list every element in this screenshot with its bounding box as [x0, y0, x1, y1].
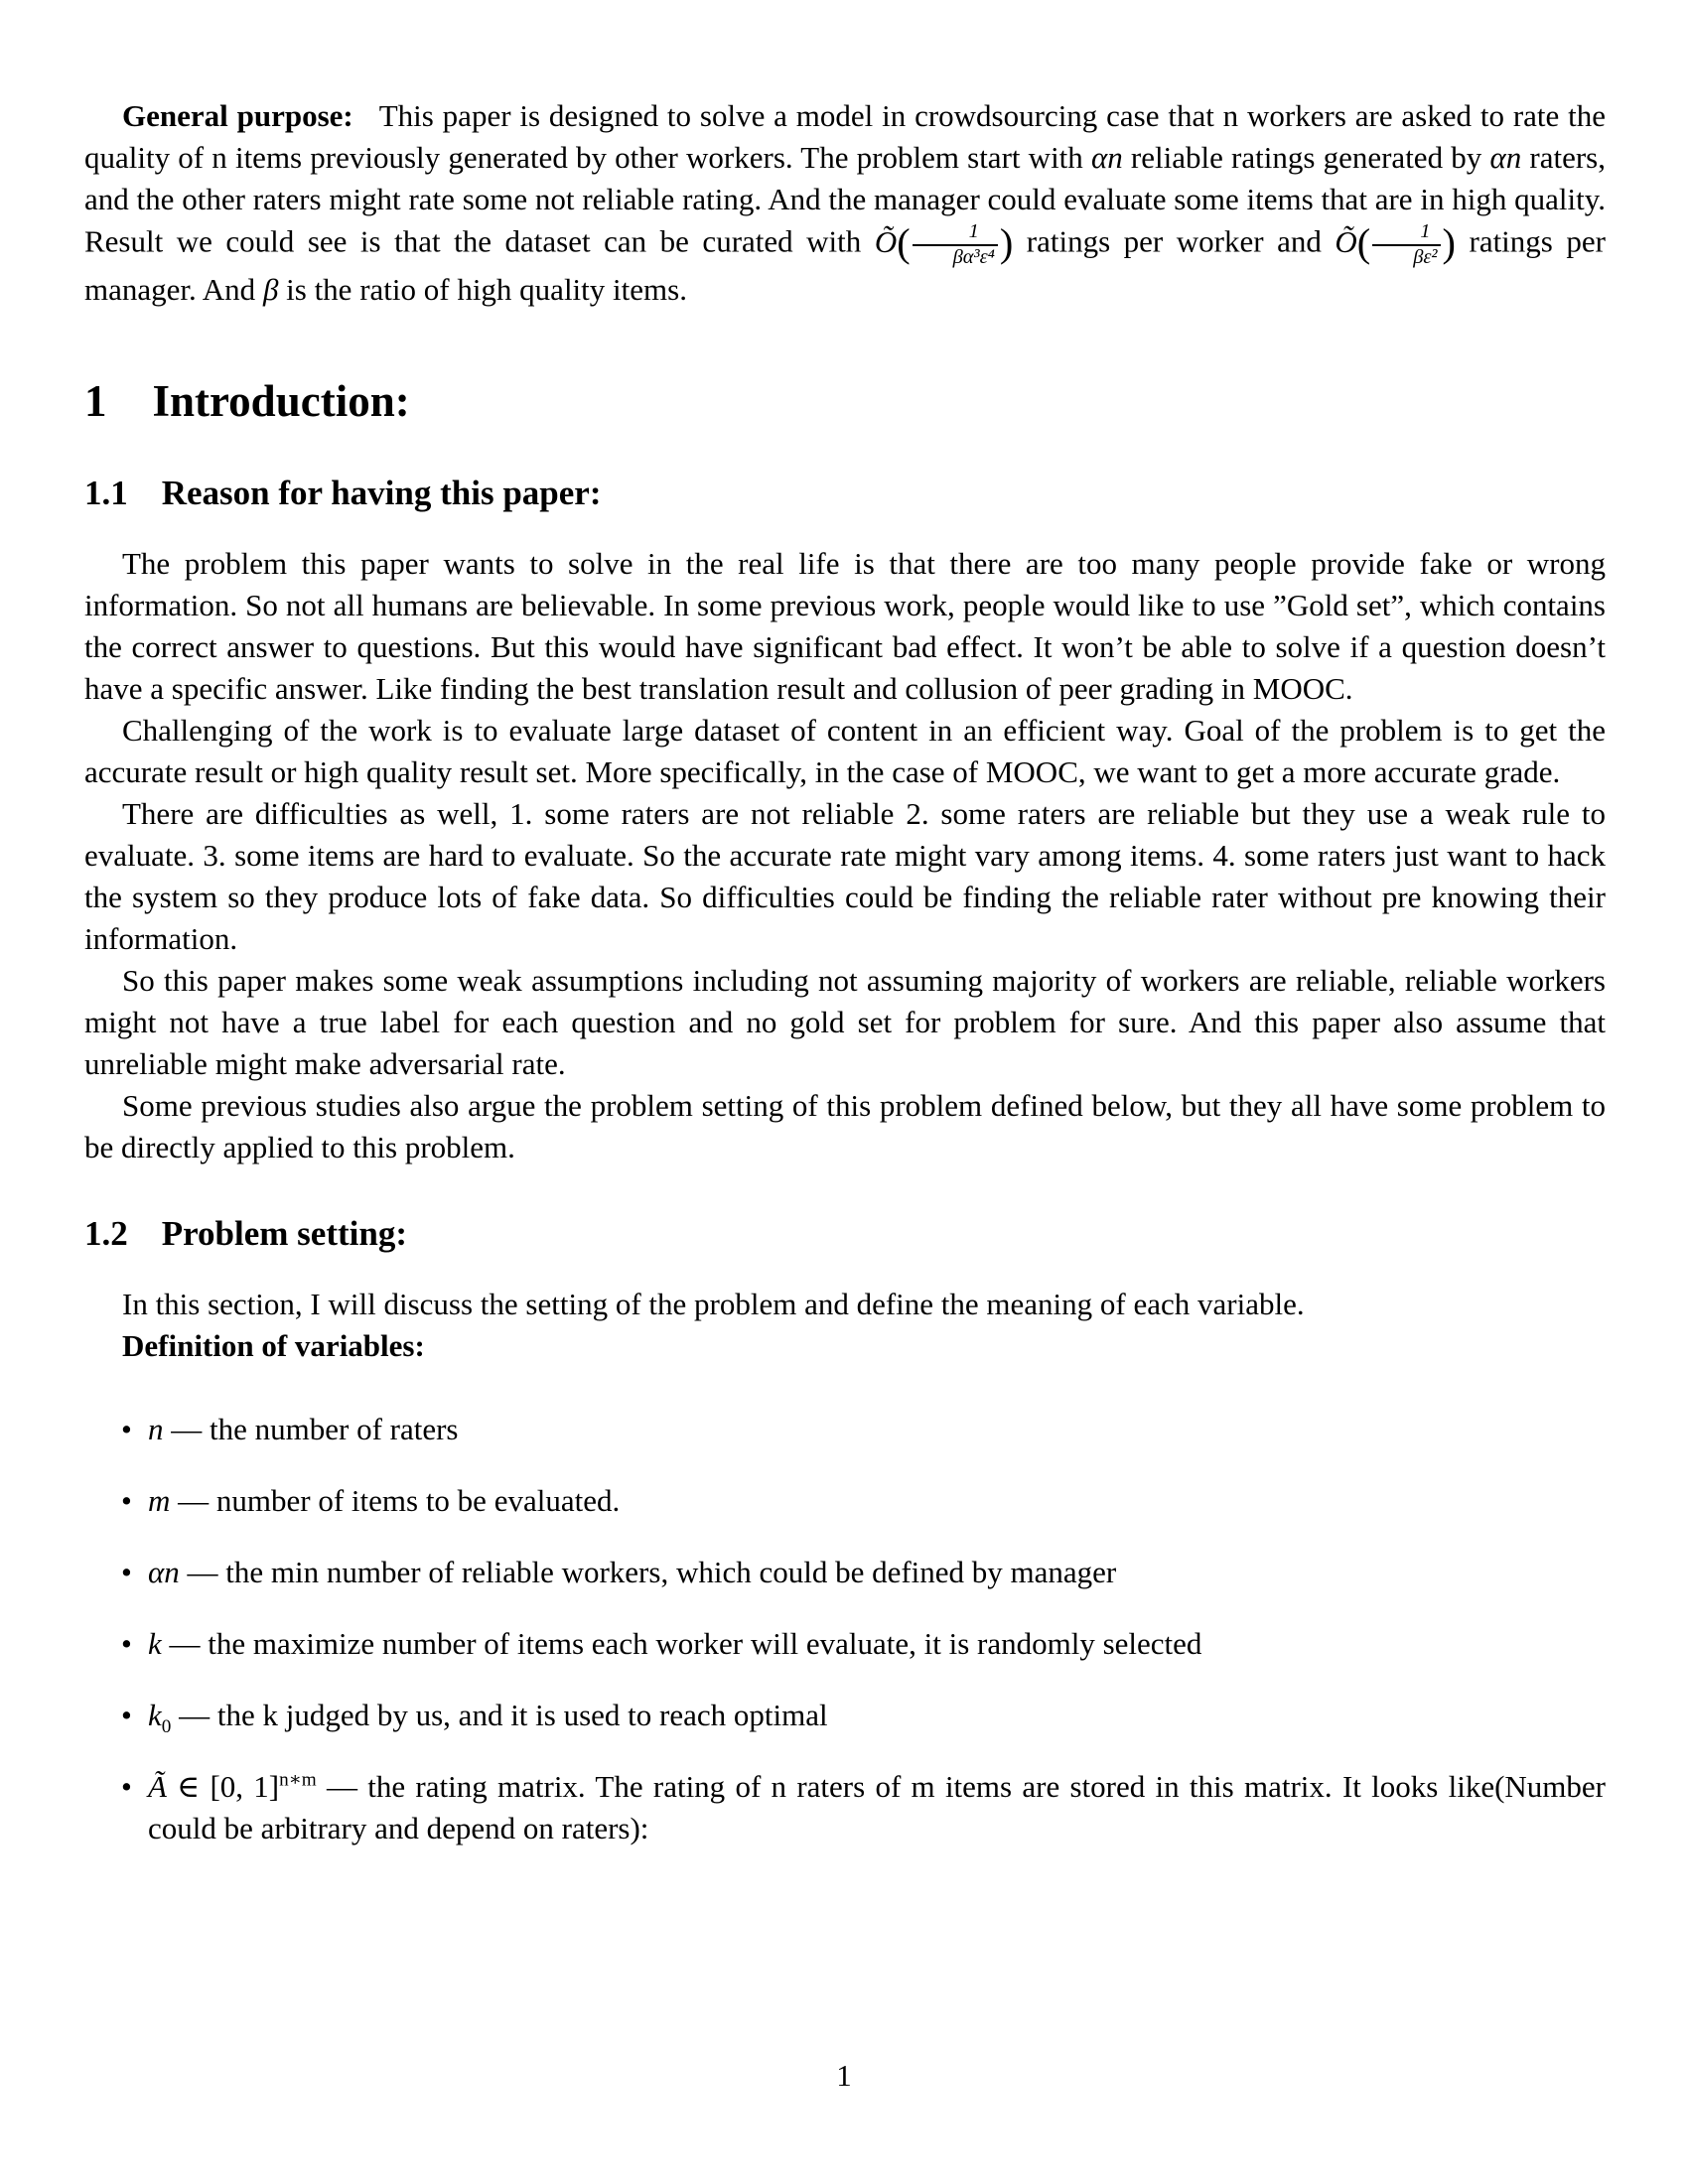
math-var-beta: β	[262, 272, 279, 308]
set-membership: ∈ [0, 1]	[166, 1769, 280, 1805]
fraction-denominator: βε²	[1372, 244, 1440, 270]
list-item	[121, 1409, 1606, 1450]
abstract-seg1: This paper is designed to solve a model in crowdsourcing case that n workers are asked to rate the quality of n items previously generated by other workers. The problem start with	[84, 98, 1606, 175]
math-var-alpha-n: αn	[1489, 140, 1522, 175]
paragraph: There are difficulties as well, 1. some raters are not reliable 2. some raters are reliable but they use a weak rule to evaluate. 3. some items are hard to evaluate. So the accurate rate might vary among items. 4. some raters just want to hack the system so they produce lots of fake data. So difficulties could be finding the reliable rater without pre knowing their information.	[84, 796, 1606, 957]
variable-symbol: n	[148, 1412, 164, 1447]
bullet-icon: •	[121, 1698, 132, 1733]
open-paren: (	[897, 219, 911, 265]
fraction-numerator: 1	[968, 220, 979, 242]
page-number: 1	[836, 2058, 852, 2093]
close-paren: )	[999, 219, 1014, 265]
abstract-paragraph	[84, 95, 1606, 311]
abstract-seg5: ratings per manager. And	[84, 223, 1606, 308]
subsection-heading-reason	[84, 474, 1606, 513]
list-item	[121, 1766, 1606, 1849]
math-var-alpha-n: αn	[1090, 140, 1123, 175]
otilde-symbol: Õ	[1335, 223, 1357, 259]
paragraph: Challenging of the work is to evaluate large dataset of content in an efficient way. Goal of the problem is to get the accurate result or high quality result set. More specifically, in the case of MOOC, we want to get a more accurate grade.	[84, 713, 1606, 790]
variable-definitions-list	[84, 1409, 1606, 1849]
variable-description: — the rating matrix. The rating of n raters of m items are stored in this matrix. It looks like(Number could be arbitrary and depend on raters):	[148, 1769, 1606, 1846]
otilde-symbol: Õ	[874, 223, 898, 259]
variable-description: — the k judged by us, and it is used to reach optimal	[171, 1698, 828, 1733]
subsection-number: 1.1	[84, 473, 128, 512]
bullet-icon: •	[121, 1483, 132, 1519]
bullet-icon: •	[121, 1555, 132, 1590]
abstract-seg3: raters, and the other raters might rate some not reliable rating. And the manager could evaluate some items that are in high quality. Result we could see is that the dataset can be curated with	[84, 140, 1606, 259]
bullet-icon: •	[121, 1626, 132, 1662]
subsection-title: Problem setting:	[161, 1214, 407, 1254]
fraction-denominator: βα³ε⁴	[913, 244, 998, 270]
list-item	[121, 1552, 1606, 1593]
variable-symbol: m	[148, 1483, 171, 1519]
paragraph: Some previous studies also argue the problem setting of this problem defined below, but they all have some problem to be directly applied to this problem.	[84, 1088, 1606, 1165]
variable-symbol: αn	[148, 1555, 180, 1590]
paragraph: So this paper makes some weak assumptions including not assuming majority of workers are reliable, reliable workers might not have a true label for each question and no gold set for problem for sure. And this paper also assume that unreliable might make adversarial rate.	[84, 963, 1606, 1082]
fraction-numerator: 1	[1420, 220, 1431, 242]
close-paren: )	[1442, 219, 1456, 265]
bullet-icon: •	[121, 1769, 132, 1805]
list-item	[121, 1623, 1606, 1665]
definition-of-variables-label: Definition of variables:	[122, 1328, 425, 1364]
abstract-seg2: reliable ratings generated by	[1122, 140, 1490, 175]
otilde-worker-formula	[874, 219, 1014, 268]
abstract-label: General purpose:	[122, 98, 353, 133]
open-paren: (	[1356, 219, 1371, 265]
variable-symbol: k	[148, 1626, 162, 1662]
variable-description: — the number of raters	[163, 1412, 459, 1447]
variable-symbol: k	[148, 1698, 162, 1733]
matrix-dimension-superscript: n∗m	[279, 1769, 317, 1791]
subsection-heading-problem-setting	[84, 1214, 1606, 1254]
variable-description: — the maximize number of items each worker will evaluate, it is randomly selected	[161, 1626, 1202, 1662]
list-item	[121, 1480, 1606, 1522]
variable-description: — the min number of reliable workers, which could be defined by manager	[179, 1555, 1117, 1590]
bullet-icon: •	[121, 1412, 132, 1447]
subsection-title: Reason for having this paper:	[161, 473, 602, 512]
paragraph: The problem this paper wants to solve in the real life is that there are too many people provide fake or wrong information. So not all humans are believable. In some previous work, people would like to use ”Gold set”, which contains the correct answer to questions. But this would have significant bad effect. It won’t be able to solve if a question doesn’t have a specific answer. Like finding the best translation result and collusion of peer grading in MOOC.	[84, 546, 1606, 707]
fraction	[913, 220, 998, 269]
subsection-number: 1.2	[84, 1214, 128, 1254]
section-title: Introduction:	[152, 376, 410, 427]
variable-symbol: Ã	[148, 1769, 167, 1805]
variable-subscript: 0	[161, 1716, 172, 1738]
paragraph: In this section, I will discuss the setting of the problem and define the meaning of each variable.	[122, 1287, 1305, 1322]
abstract-seg4: ratings per worker and	[1013, 223, 1336, 259]
abstract-seg6: is the ratio of high quality items.	[278, 272, 687, 308]
section-number: 1	[84, 376, 107, 427]
otilde-manager-formula	[1335, 219, 1456, 268]
page-content	[84, 95, 1606, 1879]
fraction	[1372, 220, 1440, 269]
section-heading-introduction	[84, 376, 1606, 428]
list-item	[121, 1695, 1606, 1736]
variable-description: — number of items to be evaluated.	[170, 1483, 621, 1519]
